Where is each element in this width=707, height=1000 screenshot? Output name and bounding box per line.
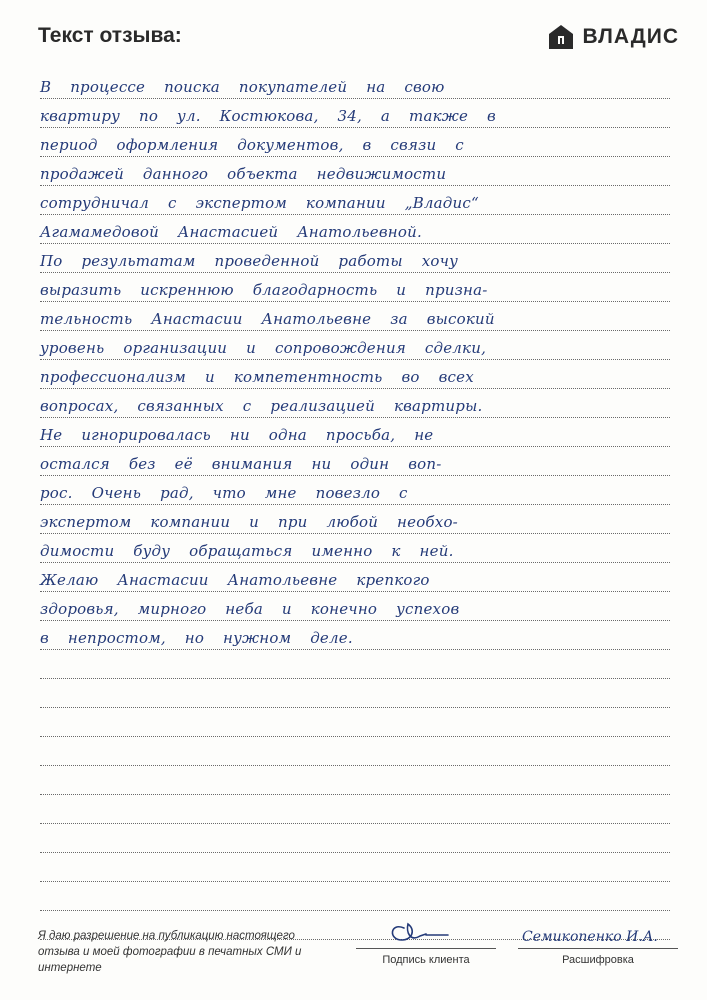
review-line: [40, 534, 670, 563]
empty-line: [40, 882, 670, 911]
review-line: [40, 563, 670, 592]
review-line: [40, 389, 670, 418]
house-logo-icon: [548, 24, 574, 50]
review-line: [40, 418, 670, 447]
review-line: [40, 592, 670, 621]
decode-block: [518, 922, 678, 966]
review-line: [40, 621, 670, 650]
review-line: [40, 244, 670, 273]
review-line-text: В процессе поиска покупателей на свою: [40, 78, 445, 96]
decode-value: Семикопенко И.А.: [522, 929, 658, 945]
empty-line: [40, 679, 670, 708]
review-line-text: вопросах, связанных с реализацией квартиры.: [40, 397, 483, 415]
review-line: [40, 128, 670, 157]
empty-line: [40, 795, 670, 824]
review-line: [40, 215, 670, 244]
decode-caption: Расшифровка: [562, 954, 634, 966]
empty-line: [40, 853, 670, 882]
review-line: [40, 70, 670, 99]
empty-line: [40, 766, 670, 795]
empty-line: [40, 824, 670, 853]
review-line-text: продажей данного объекта недвижимости: [40, 165, 447, 183]
signature-line: [356, 922, 496, 949]
footer: [38, 922, 679, 992]
review-line: [40, 505, 670, 534]
review-line-text: экспертом компании и при любой необхо-: [40, 513, 458, 531]
empty-line: [40, 737, 670, 766]
review-line-text: период оформления документов, в связи с: [40, 136, 464, 154]
brand-logo: [548, 24, 679, 50]
client-signature-block: [356, 922, 496, 966]
empty-line: [40, 708, 670, 737]
review-line: [40, 273, 670, 302]
review-line: [40, 302, 670, 331]
review-line-text: Агамамедовой Анастасией Анатольевной.: [40, 223, 422, 241]
review-line-text: профессионализм и компетентность во всех: [40, 368, 474, 386]
review-line: [40, 186, 670, 215]
review-line-text: тельность Анастасии Анатольевне за высокий: [40, 310, 495, 328]
review-line: [40, 476, 670, 505]
review-line: [40, 99, 670, 128]
review-line: [40, 360, 670, 389]
review-line-text: сотрудничал с экспертом компании „Владис“: [40, 194, 479, 212]
empty-line: [40, 650, 670, 679]
handwritten-signature: [386, 916, 456, 946]
review-line-text: в непростом, но нужном деле.: [40, 629, 353, 647]
review-line-text: димости буду обращаться именно к ней.: [40, 542, 454, 560]
review-line-text: Не игнорировалась ни одна просьба, не: [40, 426, 434, 444]
review-line: [40, 157, 670, 186]
review-line-text: Желаю Анастасии Анатольевне крепкого: [40, 571, 430, 589]
review-line-text: здоровья, мирного неба и конечно успехов: [40, 600, 460, 618]
review-line-text: рос. Очень рад, что мне повезло с: [40, 484, 408, 502]
decode-line: [518, 922, 678, 949]
review-line: [40, 447, 670, 476]
review-line-text: выразить искреннюю благодарность и призна-: [40, 281, 488, 299]
review-text-area: [40, 70, 670, 940]
review-line-text: По результатам проведенной работы хочу: [40, 252, 459, 270]
review-line: [40, 331, 670, 360]
review-line-text: уровень организации и сопровождения сделки,: [40, 339, 487, 357]
review-line-text: квартиру по ул. Костюкова, 34, а также в: [40, 107, 496, 125]
publication-consent: Я даю разрешение на публикацию настоящего отзыва и моей фотографии в печатных СМИ и интернете: [38, 930, 302, 974]
review-line-text: остался без её внимания ни один воп-: [40, 455, 442, 473]
brand-name: ВЛАДИС: [582, 25, 679, 48]
page-title: Текст отзыва:: [38, 24, 182, 47]
signature-caption: Подпись клиента: [382, 954, 470, 966]
